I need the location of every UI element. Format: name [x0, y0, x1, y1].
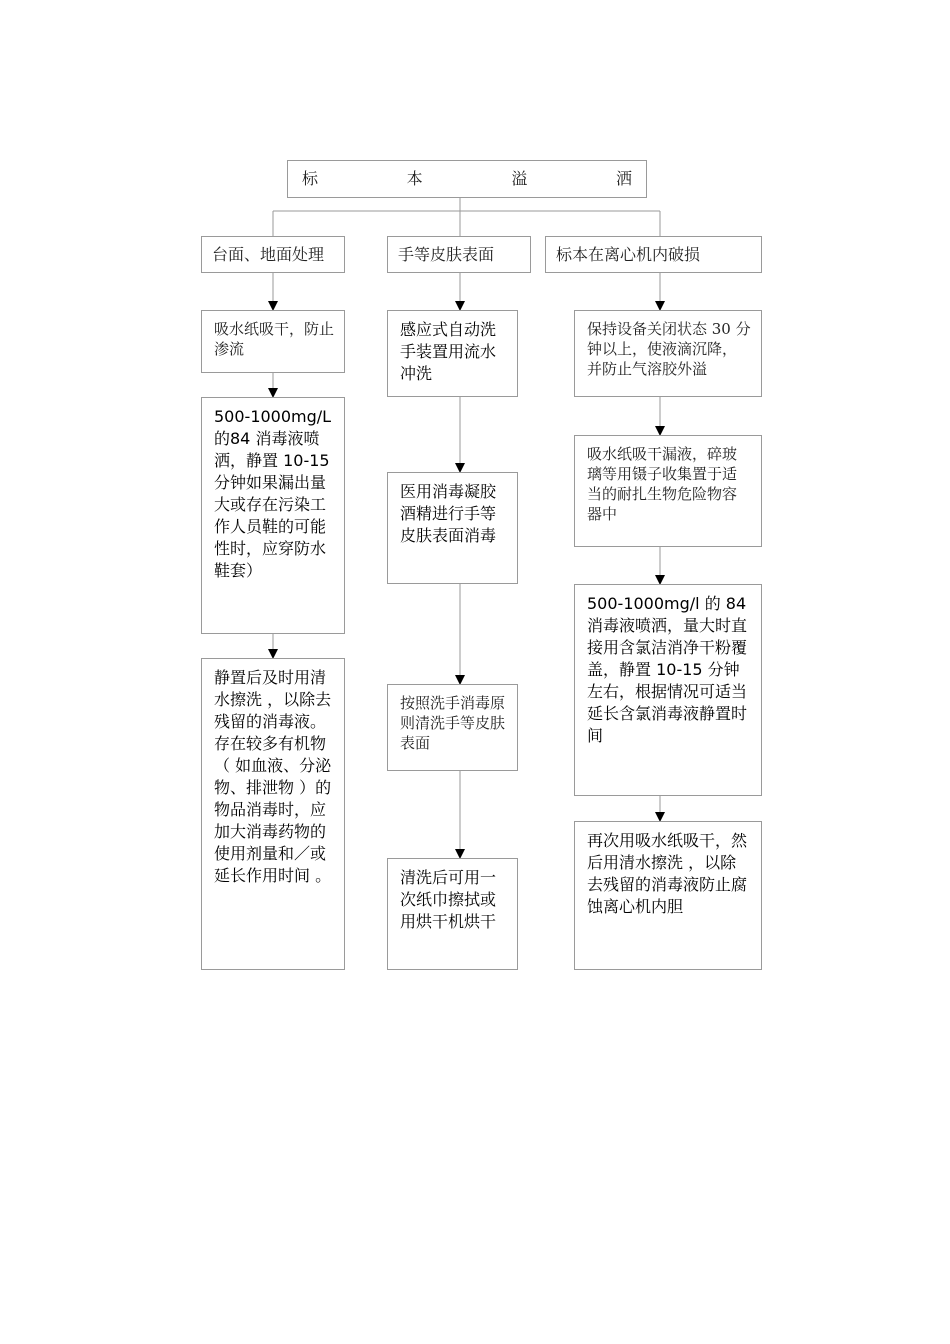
title-char: 标	[302, 169, 319, 188]
surface-step-2: 500-1000mg/L 的84 消毒液喷洒，静置 10-15 分钟如果漏出量大或存在污染工作人员鞋的可能性时，应穿防水鞋套）	[201, 397, 345, 634]
branch-header-skin: 手等皮肤表面	[387, 236, 531, 273]
centrifuge-step-3: 500-1000mg/l 的 84 消毒液喷洒，量大时直接用含氯洁消净干粉覆盖，静置 10-15 分钟左右，根据情况可适当延长含氯消毒液静置时间	[574, 584, 762, 796]
surface-step-3: 静置后及时用清水擦洗 ，以除去残留的消毒液。存在较多有机物（ 如血液、分泌物、排泄物 ）的物品消毒时，应加大消毒药物的使用剂量和／或延长作用时间 。	[201, 658, 345, 970]
title-box	[287, 160, 647, 198]
branch-header-surface: 台面、地面处理	[201, 236, 345, 273]
title-char: 洒	[615, 169, 632, 188]
centrifuge-step-1: 保持设备关闭状态 30 分钟以上，使液滴沉降，并防止气溶胶外溢	[574, 310, 762, 397]
skin-step-2: 医用消毒凝胶酒精进行手等皮肤表面消毒	[387, 472, 518, 584]
skin-step-1: 感应式自动洗手装置用流水冲洗	[387, 310, 518, 397]
skin-step-3: 按照洗手消毒原则清洗手等皮肤表面	[387, 684, 518, 771]
title-char: 本	[406, 169, 423, 188]
title-char: 溢	[511, 169, 528, 188]
centrifuge-step-4: 再次用吸水纸吸干，然后用清水擦洗 ，以除去残留的消毒液防止腐蚀离心机内胆	[574, 821, 762, 970]
centrifuge-step-2: 吸水纸吸干漏液，碎玻璃等用镊子收集置于适当的耐扎生物危险物容器中	[574, 435, 762, 547]
surface-step-1: 吸水纸吸干，防止渗流	[201, 310, 345, 373]
skin-step-4: 清洗后可用一次纸巾擦拭或用烘干机烘干	[387, 858, 518, 970]
branch-header-centrifuge: 标本在离心机内破损	[545, 236, 762, 273]
